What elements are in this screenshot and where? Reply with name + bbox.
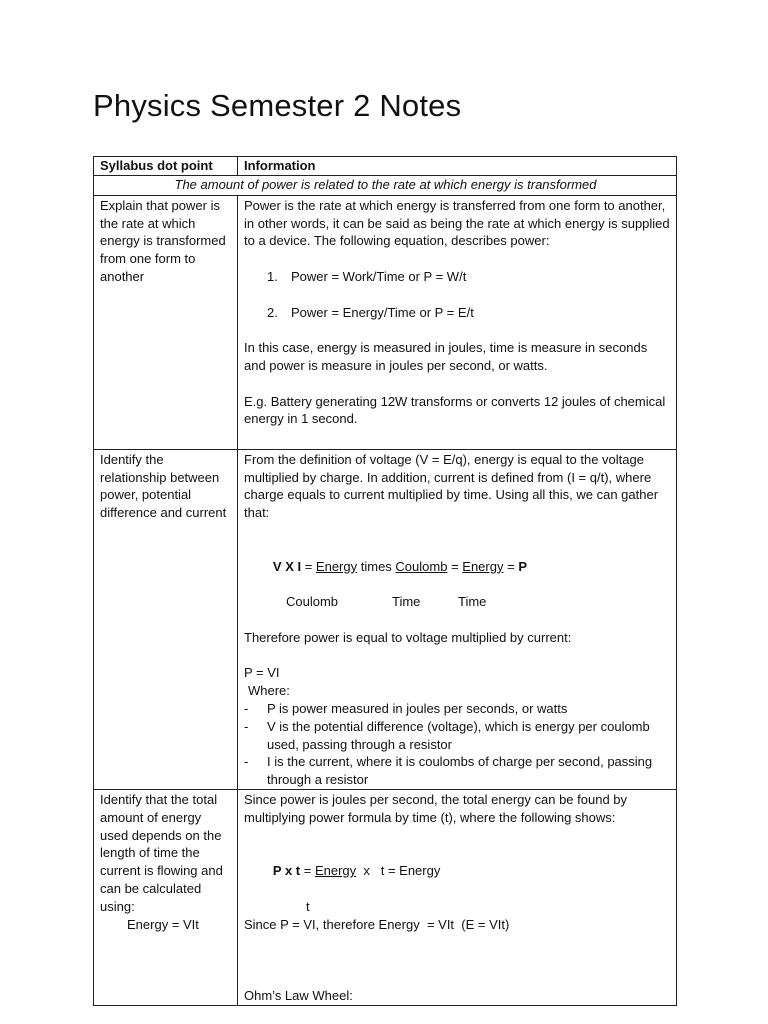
table-row (94, 789, 677, 1005)
list-item: - I is the current, where it is coulombs of charge per second, passing through a resistor (244, 754, 653, 788)
paragraph: In this case, energy is measured in joules, time is measure in seconds and power is measure in joules per second, or watts. (244, 340, 648, 373)
list-item: 1. Power = Work/Time or P = W/t (267, 268, 467, 284)
information-cell (238, 195, 677, 449)
list-item: 2. Power = Energy/Time or P = E/t (267, 304, 474, 320)
page-title: Physics Semester 2 Notes (93, 88, 462, 123)
col-header-syllabus: Syllabus dot point (94, 157, 238, 176)
paragraph: E.g. Battery generating 12W transforms or converts 12 joules of chemical energy in 1 second. (244, 393, 666, 427)
paragraph: From the definition of voltage (V = E/q), energy is equal to the voltage multiplied by charge. In addition, current is defined from (I = q/t), where charge equals to current multiplied by time. Using all this, we can gather that: (244, 451, 659, 521)
numbered-list (244, 268, 671, 321)
ohm-law-label: Ohm’s Law Wheel: (244, 987, 353, 1003)
paragraph: Power is the rate at which energy is transferred from one form to another, in other words, it can be said as being the rate at which energy is supplied to a device. The following equation, describes power: (244, 197, 670, 249)
equation-denominator: t (306, 898, 310, 914)
dot-point-cell: Identify that the total amount of energy used depends on the length of time the current is flowing and can be calculated using: Energy = VIt (94, 789, 238, 1005)
dot-point-cell: Identify the relationship between power, potential difference and current (94, 449, 238, 789)
information-cell (238, 789, 677, 1005)
table-header-row (94, 157, 677, 176)
paragraph: Since power is joules per second, the total energy can be found by multiplying power formula by time (t), where the following shows: (244, 791, 628, 825)
section-heading-row (94, 175, 677, 195)
section-heading: The amount of power is related to the rate at which energy is transformed (94, 175, 677, 195)
equation: P x t = Energy x t = Energy (272, 863, 441, 879)
equation: V X I = Energy times Coulomb = Energy = P (272, 558, 527, 574)
table-row (94, 449, 677, 789)
col-header-information: Information (238, 157, 677, 176)
paragraph: Since P = VI, therefore Energy = VIt (E = VIt) (244, 916, 510, 932)
list-item: - V is the potential difference (voltage), which is energy per coulomb used, passing through a resistor (244, 718, 650, 752)
formula: P = VI (244, 665, 280, 681)
equation-denominators: Coulomb Time Time (286, 594, 487, 610)
paragraph: Therefore power is equal to voltage multiplied by current: (244, 629, 572, 645)
table-row (94, 195, 677, 449)
information-cell (238, 449, 677, 789)
list-item: - P is power measured in joules per seconds, or watts (244, 700, 568, 716)
notes-table (93, 156, 677, 1006)
where-label: Where: (248, 683, 290, 699)
dot-point-cell: Explain that power is the rate at which energy is transformed from one form to another (94, 195, 238, 449)
